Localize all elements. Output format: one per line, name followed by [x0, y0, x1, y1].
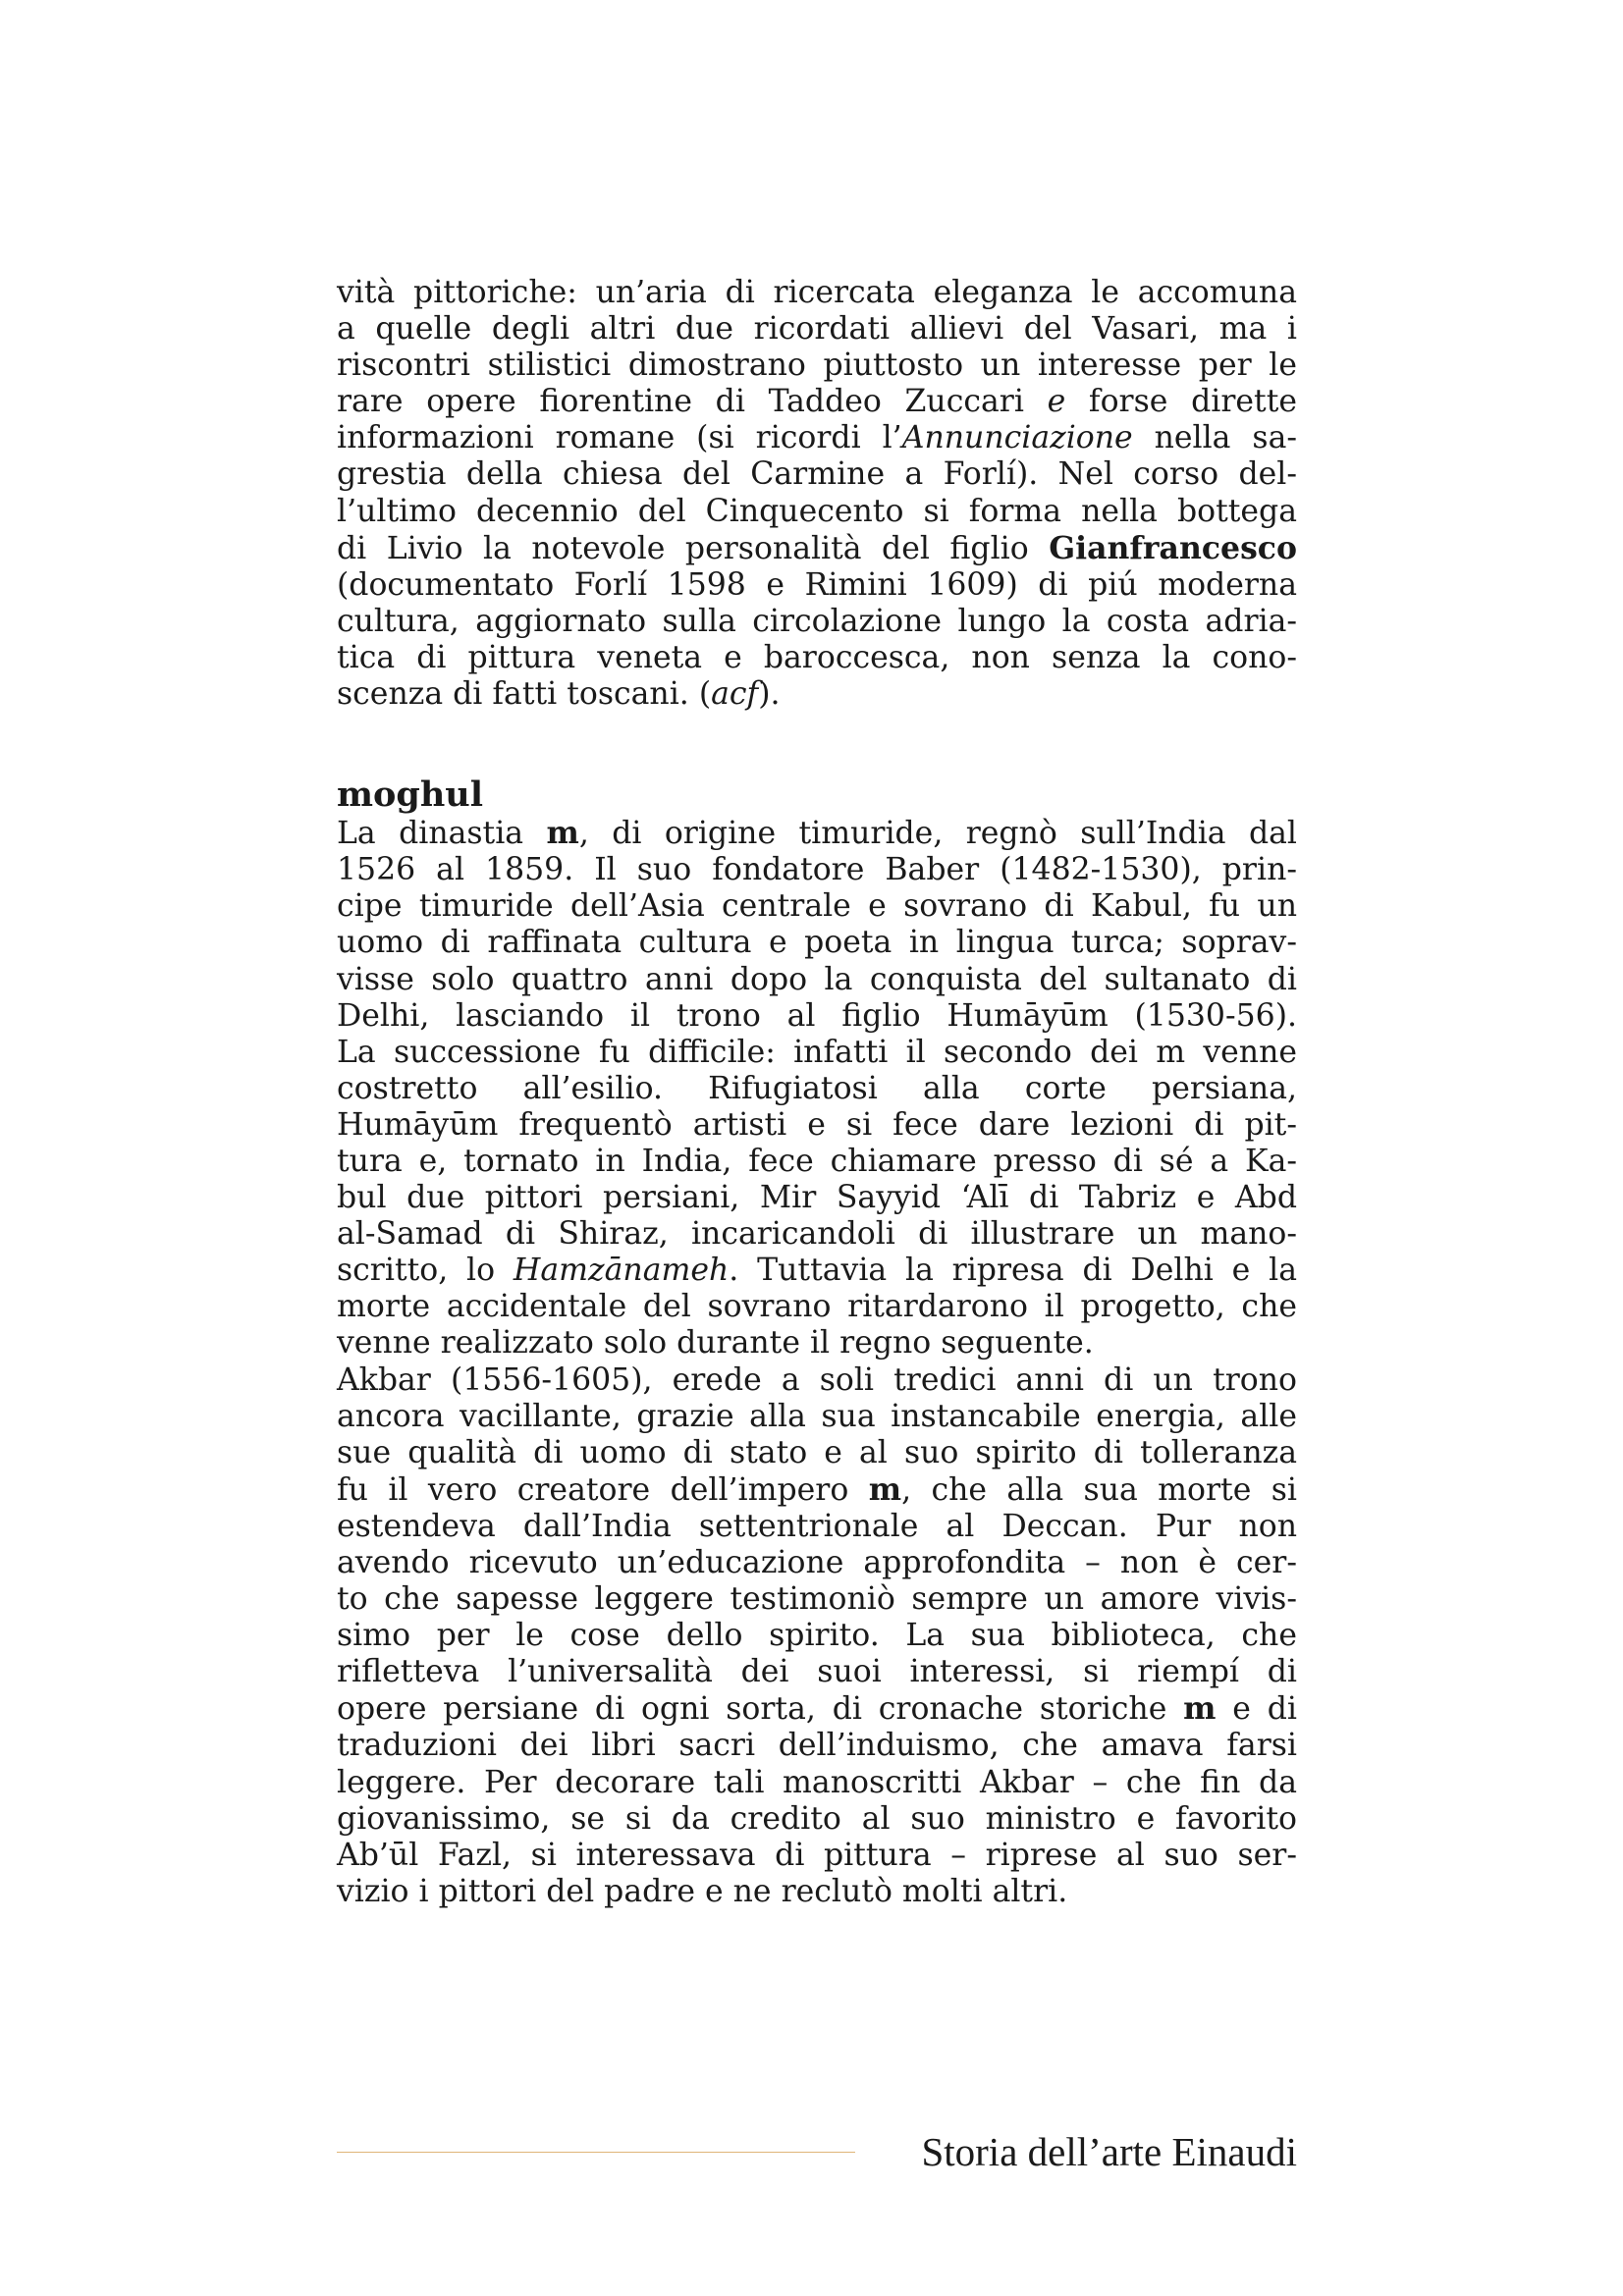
text-segment: fu il vero creatore dell’impero	[337, 1471, 869, 1508]
text-segment: rare opere fiorentine di Taddeo Zuccari	[337, 384, 1048, 420]
text-segment: nella sa-	[1132, 420, 1297, 456]
text-line	[337, 676, 1297, 713]
manuscript-title: Hamzānameh	[513, 1253, 730, 1289]
text-line	[337, 530, 1297, 567]
intro-paragraph	[337, 275, 1297, 713]
text-line: avendo ricevuto un’educazione approfondita – non è cer-	[337, 1545, 1297, 1580]
text-line: morte accidentale del sovrano ritardarono il progetto, che	[337, 1289, 1297, 1325]
artist-name: Gianfrancesco	[1049, 529, 1297, 566]
italic-conjunction: e	[1047, 384, 1066, 420]
text-line: tica di pittura veneta e baroccesca, non senza la cono-	[337, 639, 1297, 675]
text-segment: forse dirette	[1065, 384, 1297, 420]
entry-paragraph-1	[337, 815, 1297, 1362]
text-line: cultura, aggiornato sulla circolazione lungo la costa adria-	[337, 603, 1297, 639]
text-line	[337, 1690, 1297, 1728]
text-segment: informazioni romane (si ricordi l’	[337, 420, 902, 456]
text-line: uomo di raffinata cultura e poeta in lingua turca; soprav-	[337, 925, 1297, 961]
text-line: (documentato Forlí 1598 e Rimini 1609) di piú moderna	[337, 566, 1297, 603]
text-line: giovanissimo, se si da credito al suo ministro e favorito	[337, 1800, 1297, 1837]
entry-abbrev: m	[868, 1470, 902, 1508]
text-line: al-Samad di Shiraz, incaricandoli di illustrare un mano-	[337, 1216, 1297, 1253]
text-segment: , di origine timuride, regnò sull’India dal	[578, 816, 1297, 852]
text-line: grestia della chiesa del Carmine a Forlí). Nel corso del-	[337, 456, 1297, 493]
text-line: vizio i pittori del padre e ne reclutò molti altri.	[337, 1873, 1068, 1909]
text-line	[337, 1253, 1297, 1289]
text-line: sue qualità di uomo di stato e al suo spirito di tolleranza	[337, 1434, 1297, 1470]
page-footer	[337, 2128, 1297, 2177]
text-segment: ).	[758, 676, 781, 713]
text-line	[337, 420, 1297, 456]
text-segment: di Livio la notevole personalità del figlio	[337, 530, 1050, 566]
text-line	[337, 384, 1297, 420]
author-initials: acf	[711, 676, 759, 713]
entry-headword: moghul	[337, 774, 484, 816]
footer-title: Storia dell’arte Einaudi	[921, 2129, 1297, 2174]
text-line: venne realizzato solo durante il regno seguente.	[337, 1325, 1094, 1362]
text-line: a quelle degli altri due ricordati allievi del Vasari, ma i	[337, 311, 1297, 347]
text-line: 1526 al 1859. Il suo fondatore Baber (1482-1530), prin-	[337, 852, 1297, 888]
text-line: estendeva dall’India settentrionale al Deccan. Pur non	[337, 1508, 1297, 1544]
footer-rule	[337, 2152, 855, 2153]
text-line: simo per le cose dello spirito. La sua biblioteca, che	[337, 1618, 1297, 1654]
text-segment: opere persiane di ogni sorta, di cronache storiche	[337, 1691, 1184, 1728]
text-line: riscontri stilistici dimostrano piuttosto un interesse per le	[337, 347, 1297, 384]
text-line: traduzioni dei libri sacri dell’induismo, che amava farsi	[337, 1728, 1297, 1764]
text-line: Ab’ūl Fazl, si interessava di pittura – riprese al suo ser-	[337, 1837, 1297, 1873]
text-line: leggere. Per decorare tali manoscritti Akbar – che fin da	[337, 1764, 1297, 1800]
text-line: bul due pittori persiani, Mir Sayyid ‘Alī di Tabriz e Abd	[337, 1180, 1297, 1216]
text-line: Delhi, lasciando il trono al figlio Humāyūm (1530-56).	[337, 997, 1297, 1034]
text-line: costretto all’esilio. Rifugiatosi alla corte persiana,	[337, 1070, 1297, 1106]
text-line: l’ultimo decennio del Cinquecento si forma nella bottega	[337, 493, 1297, 529]
text-line: La successione fu difficile: infatti il secondo dei m venne	[337, 1034, 1297, 1070]
text-line	[337, 815, 1297, 852]
text-line: ancora vacillante, grazie alla sua instancabile energia, alle	[337, 1398, 1297, 1434]
text-segment: . Tuttavia la ripresa di Delhi e la	[729, 1253, 1297, 1289]
entry-abbrev: m	[546, 815, 579, 852]
text-line: tura e, tornato in India, fece chiamare presso di sé a Ka-	[337, 1143, 1297, 1179]
text-line: Humāyūm frequentò artisti e si fece dare lezioni di pit-	[337, 1106, 1297, 1143]
text-line: cipe timuride dell’Asia centrale e sovrano di Kabul, fu un	[337, 888, 1297, 925]
page-body	[337, 275, 1297, 1910]
text-line: rifletteva l’universalità dei suoi interessi, si riempí di	[337, 1654, 1297, 1690]
text-segment: , che alla sua morte si	[901, 1471, 1297, 1508]
text-line: vità pittoriche: un’aria di ricercata eleganza le accomuna	[337, 275, 1297, 310]
text-line: Akbar (1556-1605), erede a soli tredici anni di un trono	[337, 1362, 1297, 1398]
text-segment: La dinastia	[337, 816, 547, 852]
text-segment: scritto, lo	[337, 1253, 514, 1289]
text-line: to che sapesse leggere testimoniò sempre un amore vivis-	[337, 1581, 1297, 1618]
text-segment: e di	[1216, 1691, 1297, 1728]
artwork-title: Annunciazione	[901, 420, 1133, 456]
entry-paragraph-2	[337, 1362, 1297, 1910]
text-line	[337, 1471, 1297, 1509]
text-line: visse solo quattro anni dopo la conquista del sultanato di	[337, 961, 1297, 997]
entry-abbrev: m	[1183, 1690, 1217, 1728]
text-segment: scenza di fatti toscani. (	[337, 676, 712, 713]
